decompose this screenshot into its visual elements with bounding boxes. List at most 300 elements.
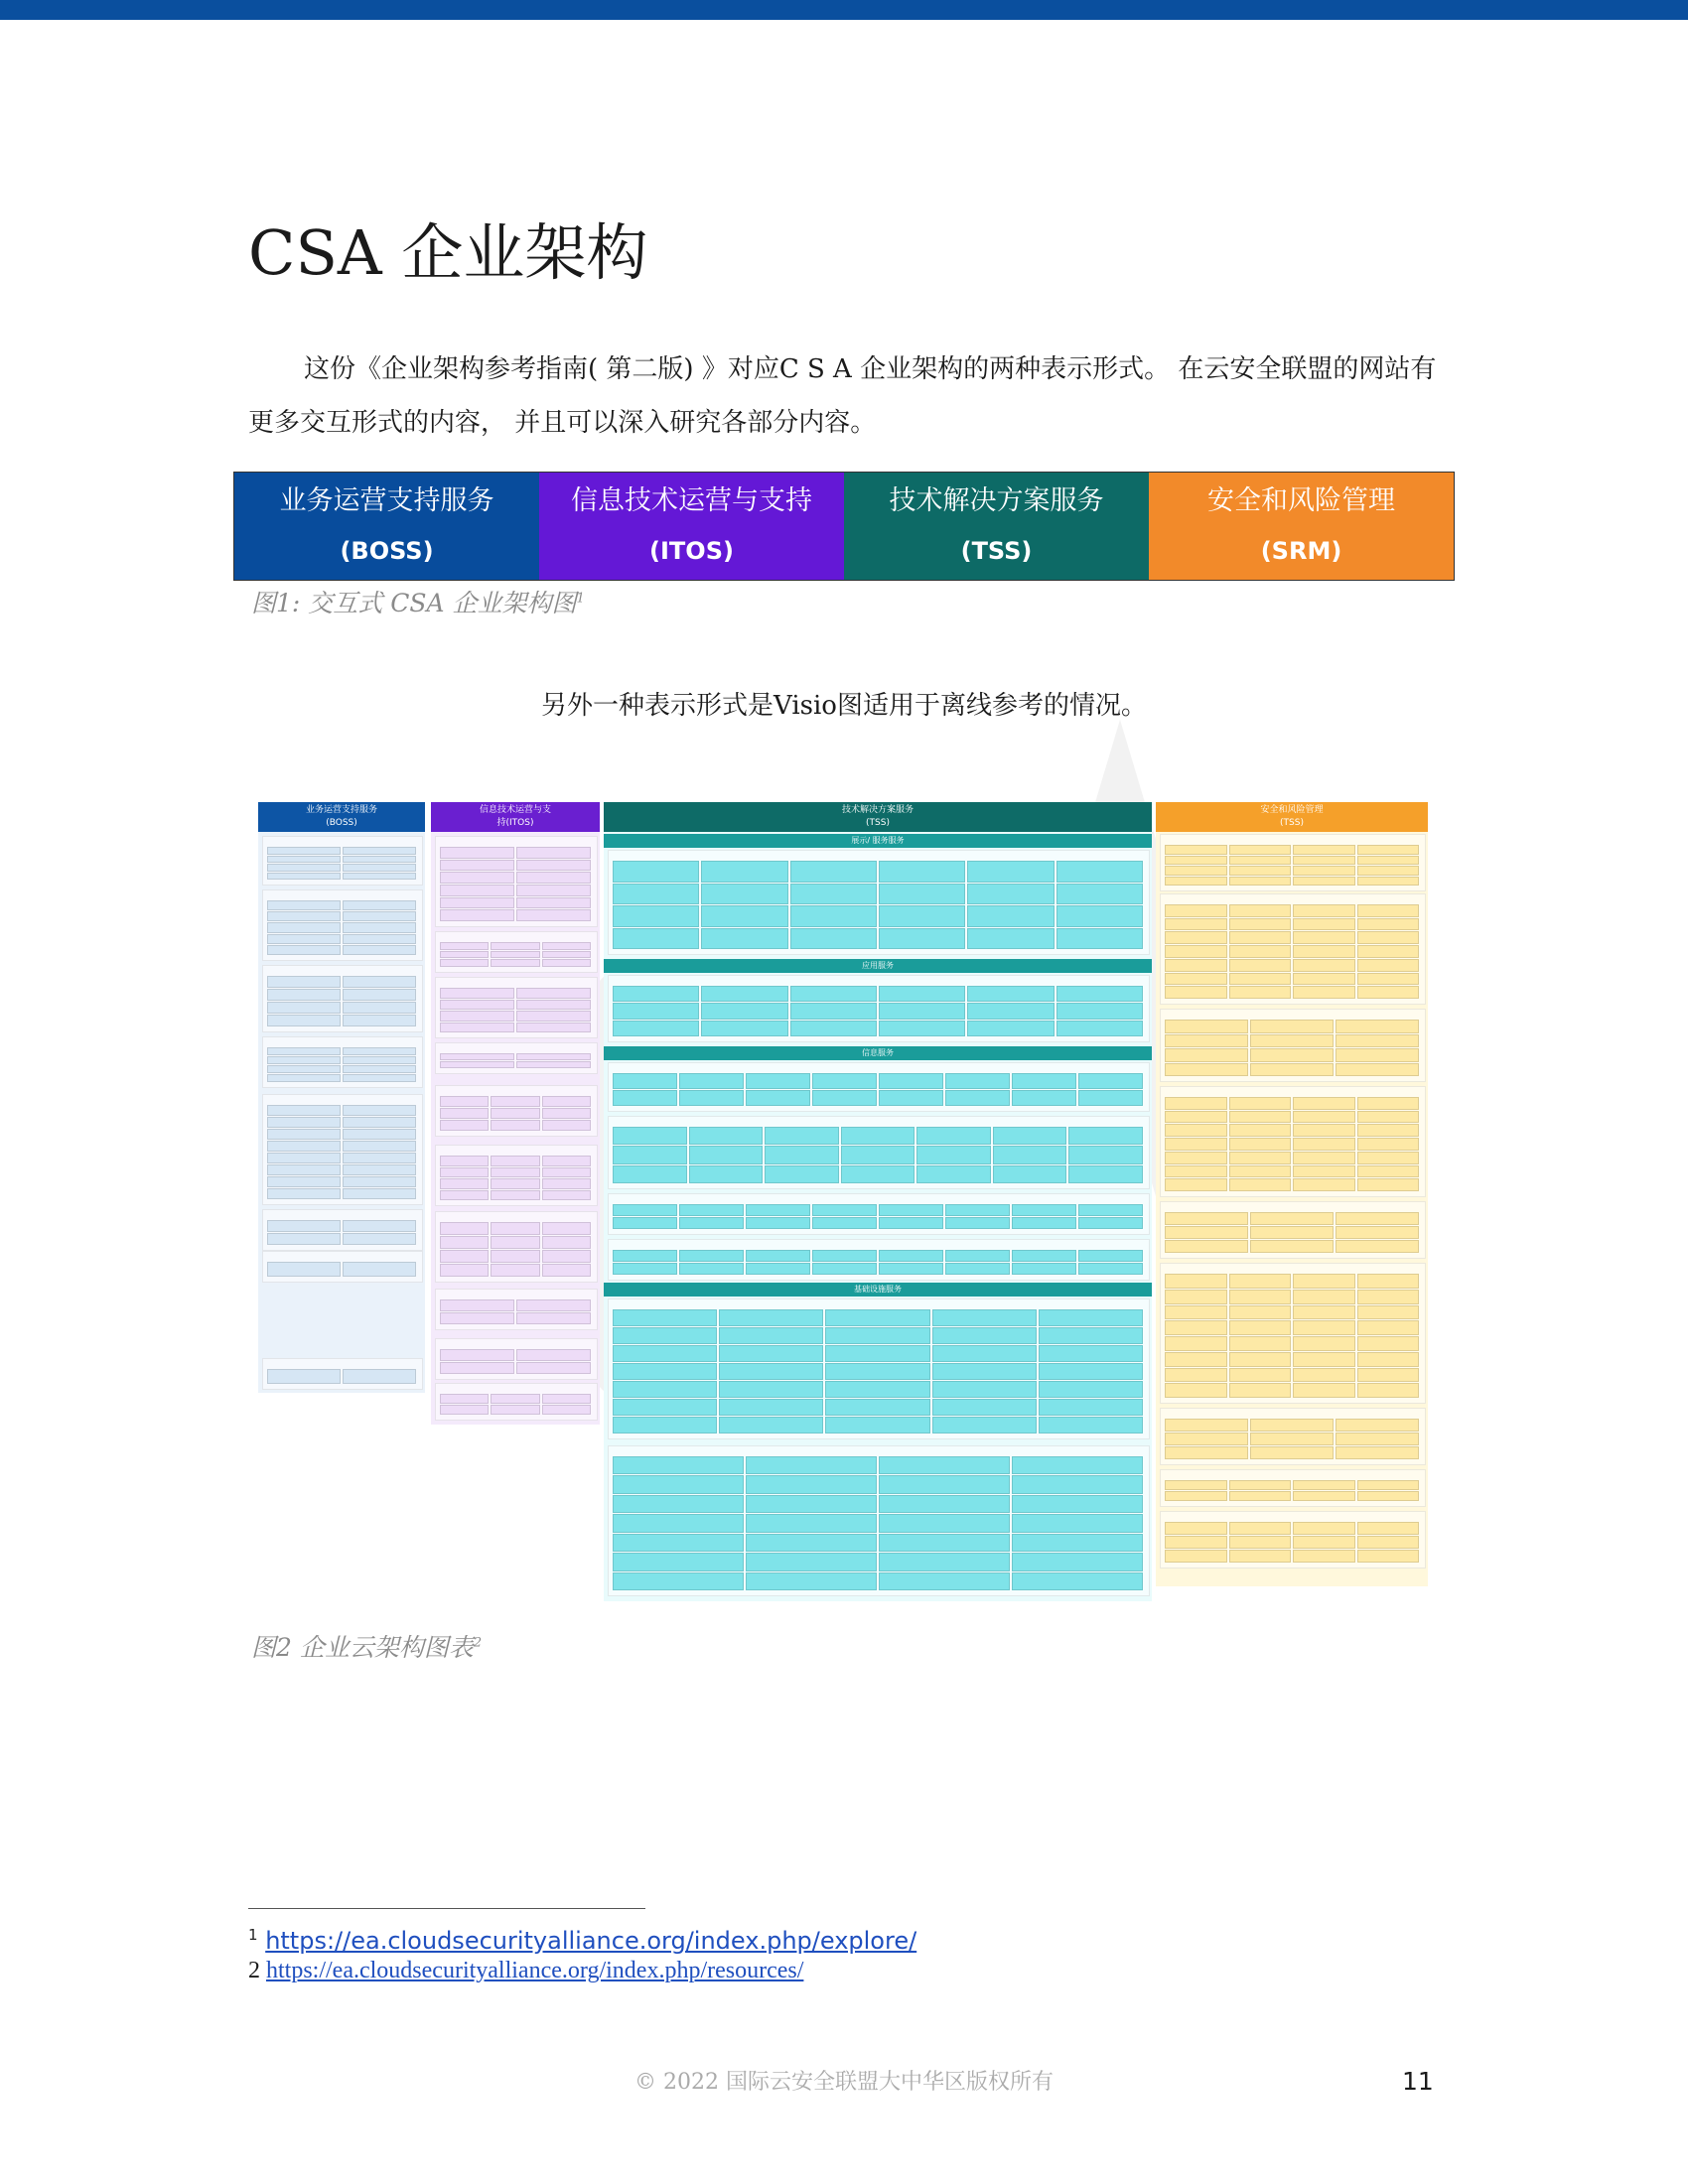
domain-name: 业务运营支持服务 — [279, 485, 494, 516]
diagram-cell — [746, 1514, 877, 1532]
diagram-cell — [267, 1233, 341, 1245]
diagram-cell — [932, 1345, 1037, 1362]
footnote-1 — [248, 1926, 916, 1955]
diagram-cell — [1357, 1138, 1420, 1151]
diagram-cell — [1250, 1048, 1334, 1062]
diagram-cell — [491, 1405, 539, 1415]
diagram-cell — [1357, 1111, 1420, 1124]
diagram-group — [262, 836, 423, 886]
diagram-cell — [267, 922, 341, 932]
tss-head-line1: 技术解决方案服务 — [841, 805, 914, 815]
diagram-cell — [267, 1105, 341, 1116]
diagram-cell — [267, 1056, 341, 1064]
boss-head-line1: 业务运营支持服务 — [305, 805, 377, 815]
diagram-cell — [440, 1394, 489, 1404]
diagram-cell — [825, 1309, 929, 1326]
diagram-group — [435, 1338, 598, 1380]
diagram-group — [1160, 893, 1426, 1005]
diagram-cell — [967, 928, 1054, 950]
diagram-cell — [267, 945, 341, 955]
diagram-cell — [967, 986, 1054, 1002]
diagram-group — [608, 1193, 1150, 1235]
diagram-cell — [1357, 1124, 1420, 1137]
diagram-cell — [1165, 1419, 1248, 1432]
diagram-cell — [613, 861, 699, 883]
diagram-cell — [613, 1250, 677, 1262]
diagram-cell — [679, 1204, 744, 1216]
figure-1-caption: 图1: 交互式 CSA 企业架构图$^1$ — [251, 589, 585, 617]
diagram-cell — [440, 897, 514, 909]
diagram-cell — [746, 1553, 877, 1570]
diagram-cell — [1012, 1263, 1076, 1275]
diagram-group — [608, 975, 1150, 1042]
diagram-cell — [267, 1262, 341, 1277]
diagram-cell — [491, 1190, 539, 1201]
diagram-cell — [542, 1405, 591, 1415]
diagram-cell — [613, 884, 699, 905]
diagram-cell — [440, 1053, 514, 1060]
diagram-cell — [679, 1073, 744, 1089]
itos-head-line2: 持(ITOS) — [496, 818, 534, 828]
diagram-cell — [1165, 1226, 1248, 1239]
diagram-cell — [440, 1190, 489, 1201]
diagram-cell — [679, 1263, 744, 1275]
diagram-cell — [440, 1156, 489, 1166]
diagram-cell — [343, 1164, 416, 1175]
diagram-cell — [1293, 945, 1355, 958]
diagram-cell — [267, 1047, 341, 1055]
diagram-cell — [440, 1108, 489, 1119]
diagram-cell — [1293, 1320, 1355, 1335]
diagram-cell — [1357, 856, 1420, 866]
diagram-cell — [967, 884, 1054, 905]
diagram-cell — [1229, 1368, 1292, 1383]
diagram-cell — [1357, 973, 1420, 986]
diagram-cell — [440, 860, 514, 872]
diagram-cell — [1068, 1127, 1143, 1145]
diagram-group — [262, 1094, 423, 1205]
diagram-cell — [440, 1096, 489, 1107]
diagram-cell — [516, 897, 591, 909]
diagram-cell — [1165, 1336, 1227, 1351]
diagram-cell — [879, 1572, 1010, 1590]
diagram-cell — [440, 1405, 489, 1415]
diagram-cell — [1165, 1446, 1248, 1459]
domain-name: 安全和风险管理 — [1207, 485, 1395, 516]
diagram-cell — [689, 1165, 764, 1183]
diagram-cell — [879, 1263, 943, 1275]
diagram-cell — [879, 1217, 943, 1229]
diagram-group — [435, 1289, 598, 1330]
diagram-cell — [1229, 845, 1292, 855]
diagram-cell — [993, 1127, 1067, 1145]
diagram-cell — [1165, 1433, 1248, 1445]
diagram-cell — [1293, 1368, 1355, 1383]
diagram-cell — [542, 1394, 591, 1404]
footnote-2-number: 2 — [248, 1958, 260, 1983]
diagram-cell — [1293, 1124, 1355, 1137]
diagram-cell — [879, 1090, 943, 1106]
domain-itos[interactable] — [539, 473, 844, 580]
diagram-cell — [879, 1475, 1010, 1493]
diagram-cell — [1336, 1419, 1419, 1432]
diagram-cell — [1293, 1178, 1355, 1191]
diagram-cell — [967, 1021, 1054, 1036]
diagram-boss-column — [258, 802, 425, 1393]
diagram-cell — [542, 1190, 591, 1201]
diagram-cell — [613, 1514, 744, 1532]
diagram-cell — [343, 1141, 416, 1152]
domain-srm[interactable] — [1149, 473, 1454, 580]
diagram-cell — [491, 959, 539, 967]
diagram-cell — [1165, 1522, 1227, 1535]
diagram-cell — [343, 1153, 416, 1163]
diagram-cell — [343, 922, 416, 932]
diagram-cell — [746, 1204, 810, 1216]
diagram-cell — [790, 884, 877, 905]
diagram-cell — [790, 905, 877, 927]
diagram-cell — [1056, 905, 1143, 927]
footnote-1-link[interactable]: https://ea.cloudsecurityalliance.org/index.php/explore/ — [265, 1927, 917, 1955]
diagram-cell — [516, 885, 591, 896]
diagram-cell — [343, 856, 416, 864]
enterprise-architecture-diagram — [256, 802, 1430, 1601]
diagram-cell — [1357, 866, 1420, 876]
diagram-cell — [343, 989, 416, 1001]
diagram-cell — [1336, 1063, 1419, 1077]
figure-2-caption: 图2 企业云架构图表$^2$ — [251, 1633, 483, 1662]
diagram-cell — [689, 1127, 764, 1145]
diagram-cell — [1293, 1383, 1355, 1398]
diagram-cell — [343, 900, 416, 910]
diagram-cell — [343, 847, 416, 855]
diagram-cell — [613, 1381, 717, 1398]
diagram-cell — [1056, 884, 1143, 905]
diagram-cell — [1012, 1456, 1143, 1474]
diagram-cell — [1357, 877, 1420, 887]
diagram-cell — [491, 1222, 539, 1235]
diagram-cell — [1229, 1274, 1292, 1289]
footnote-ref-2[interactable]: 2 — [473, 1635, 483, 1651]
diagram-cell — [491, 1178, 539, 1189]
diagram-cell — [765, 1127, 839, 1145]
diagram-cell — [1229, 1320, 1292, 1335]
diagram-cell — [1229, 1111, 1292, 1124]
diagram-cell — [542, 1264, 591, 1277]
diagram-cell — [440, 988, 514, 999]
diagram-cell — [1357, 1152, 1420, 1164]
diagram-cell — [1165, 1020, 1248, 1033]
diagram-cell — [1165, 959, 1227, 972]
diagram-cell — [1357, 904, 1420, 917]
footnote-ref-1[interactable]: 1 — [576, 591, 585, 607]
diagram-cell — [1293, 918, 1355, 931]
diagram-cell — [440, 1222, 489, 1235]
itos-column-header — [431, 802, 600, 832]
diagram-cell — [719, 1363, 823, 1380]
diagram-group — [435, 836, 598, 927]
diagram-cell — [516, 909, 591, 921]
diagram-cell — [1012, 1250, 1076, 1262]
diagram-cell — [879, 861, 965, 883]
diagram-cell — [1012, 1495, 1143, 1513]
diagram-cell — [945, 1250, 1010, 1262]
diagram-cell — [343, 1047, 416, 1055]
diagram-cell — [879, 1003, 965, 1019]
diagram-cell — [746, 1073, 810, 1089]
diagram-cell — [1250, 1212, 1334, 1225]
diagram-cell — [267, 1176, 341, 1187]
diagram-cell — [343, 1262, 416, 1277]
diagram-cell — [491, 942, 539, 950]
diagram-cell — [1165, 877, 1227, 887]
diagram-cell — [1250, 1226, 1334, 1239]
diagram-cell — [1293, 973, 1355, 986]
diagram-cell — [701, 928, 787, 950]
diagram-cell — [689, 1146, 764, 1163]
diagram-cell — [1012, 1553, 1143, 1570]
diagram-cell — [916, 1165, 991, 1183]
diagram-cell — [1293, 1491, 1355, 1501]
diagram-cell — [825, 1399, 929, 1416]
diagram-cell — [440, 1299, 514, 1311]
diagram-cell — [1039, 1309, 1143, 1326]
diagram-cell — [746, 1456, 877, 1474]
diagram-cell — [1357, 1165, 1420, 1178]
diagram-cell — [1250, 1446, 1334, 1459]
diagram-cell — [932, 1399, 1037, 1416]
diagram-group — [1160, 1263, 1426, 1404]
diagram-cell — [516, 1312, 591, 1324]
diagram-cell — [1250, 1419, 1334, 1432]
diagram-cell — [343, 864, 416, 872]
diagram-cell — [879, 986, 965, 1002]
diagram-cell — [1012, 1514, 1143, 1532]
diagram-cell — [1039, 1327, 1143, 1344]
diagram-cell — [613, 1475, 744, 1493]
diagram-cell — [879, 1553, 1010, 1570]
diagram-group — [608, 850, 1150, 955]
diagram-cell — [1165, 1165, 1227, 1178]
diagram-cell — [267, 900, 341, 910]
diagram-group — [262, 1358, 423, 1390]
diagram-cell — [343, 1117, 416, 1128]
boss-column-header — [258, 802, 425, 832]
diagram-cell — [1293, 1097, 1355, 1110]
diagram-cell — [1293, 1274, 1355, 1289]
diagram-cell — [1229, 904, 1292, 917]
diagram-cell — [1293, 845, 1355, 855]
diagram-cell — [879, 905, 965, 927]
diagram-cell — [491, 951, 539, 959]
diagram-cell — [1293, 866, 1355, 876]
diagram-cell — [679, 1090, 744, 1106]
diagram-cell — [1229, 973, 1292, 986]
diagram-group — [262, 1251, 423, 1283]
diagram-cell — [542, 951, 591, 959]
diagram-cell — [1293, 1536, 1355, 1549]
diagram-cell — [1357, 1368, 1420, 1383]
diagram-cell — [542, 1156, 591, 1166]
diagram-cell — [613, 1003, 699, 1019]
diagram-group — [1160, 1469, 1426, 1507]
diagram-cell — [343, 976, 416, 988]
diagram-cell — [1165, 918, 1227, 931]
srm-column-header — [1156, 802, 1428, 832]
diagram-cell — [1357, 1352, 1420, 1367]
diagram-cell — [1336, 1020, 1419, 1033]
top-accent-bar — [0, 0, 1688, 20]
diagram-cell — [1293, 1522, 1355, 1535]
diagram-cell — [1250, 1063, 1334, 1077]
diagram-tss-column — [604, 802, 1152, 1601]
diagram-cell — [790, 1003, 877, 1019]
diagram-cell — [343, 873, 416, 881]
domain-boss[interactable] — [234, 473, 539, 580]
diagram-cell — [1229, 866, 1292, 876]
diagram-cell — [701, 1003, 787, 1019]
diagram-cell — [790, 861, 877, 883]
diagram-cell — [1357, 1274, 1420, 1289]
diagram-cell — [343, 911, 416, 921]
diagram-cell — [746, 1263, 810, 1275]
footnote-2-link[interactable]: https://ea.cloudsecurityalliance.org/index.php/resources/ — [266, 1958, 804, 1983]
diagram-cell — [679, 1250, 744, 1262]
diagram-cell — [812, 1073, 877, 1089]
diagram-cell — [1229, 1383, 1292, 1398]
domain-tss[interactable] — [844, 473, 1149, 580]
diagram-cell — [719, 1381, 823, 1398]
diagram-cell — [1056, 861, 1143, 883]
diagram-cell — [267, 1153, 341, 1163]
page-title: CSA 企业架构 — [248, 216, 648, 289]
diagram-cell — [1293, 986, 1355, 999]
diagram-cell — [790, 928, 877, 950]
diagram-cell — [1229, 1124, 1292, 1137]
diagram-cell — [491, 1236, 539, 1249]
diagram-cell — [932, 1381, 1037, 1398]
diagram-cell — [825, 1381, 929, 1398]
diagram-cell — [516, 860, 591, 872]
diagram-cell — [267, 847, 341, 855]
diagram-cell — [1229, 1165, 1292, 1178]
diagram-cell — [440, 1120, 489, 1131]
diagram-cell — [1039, 1381, 1143, 1398]
diagram-group — [1160, 1086, 1426, 1197]
diagram-cell — [1357, 1320, 1420, 1335]
diagram-cell — [1357, 959, 1420, 972]
domain-name: 技术解决方案服务 — [889, 485, 1104, 516]
tss-column-header — [604, 802, 1152, 832]
diagram-cell — [1229, 918, 1292, 931]
diagram-cell — [440, 1264, 489, 1277]
diagram-cell — [542, 1108, 591, 1119]
diagram-cell — [1165, 1152, 1227, 1164]
diagram-cell — [1229, 877, 1292, 887]
diagram-cell — [613, 1345, 717, 1362]
diagram-group — [608, 1116, 1150, 1189]
diagram-cell — [1357, 1383, 1420, 1398]
diagram-cell — [267, 1015, 341, 1026]
diagram-cell — [1357, 986, 1420, 999]
diagram-cell — [1012, 1090, 1076, 1106]
diagram-cell — [1336, 1034, 1419, 1048]
diagram-cell — [1357, 1336, 1420, 1351]
diagram-group — [435, 1211, 598, 1283]
diagram-group — [1160, 1201, 1426, 1259]
diagram-cell — [1039, 1399, 1143, 1416]
diagram-cell — [1165, 1274, 1227, 1289]
diagram-cell — [719, 1399, 823, 1416]
diagram-cell — [491, 1250, 539, 1263]
diagram-cell — [440, 1349, 514, 1361]
diagram-group — [262, 889, 423, 961]
diagram-cell — [1078, 1073, 1143, 1089]
diagram-cell — [1357, 1097, 1420, 1110]
diagram-cell — [542, 1222, 591, 1235]
diagram-cell — [790, 986, 877, 1002]
diagram-cell — [765, 1146, 839, 1163]
diagram-cell — [1293, 1111, 1355, 1124]
diagram-cell — [1229, 1352, 1292, 1367]
diagram-cell — [1165, 845, 1227, 855]
diagram-cell — [1165, 1178, 1227, 1191]
diagram-cell — [613, 1495, 744, 1513]
diagram-cell — [1165, 1111, 1227, 1124]
diagram-group — [435, 1383, 598, 1421]
tss-section-presentation: 展示/ 服务服务 — [604, 834, 1152, 848]
diagram-cell — [516, 1053, 591, 1060]
diagram-cell — [267, 1141, 341, 1152]
domain-name: 信息技术运营与支持 — [571, 485, 812, 516]
domain-abbr: (ITOS) — [649, 537, 734, 565]
diagram-cell — [812, 1263, 877, 1275]
diagram-cell — [542, 1120, 591, 1131]
diagram-cell — [719, 1309, 823, 1326]
diagram-cell — [542, 1178, 591, 1189]
diagram-cell — [967, 905, 1054, 927]
diagram-cell — [812, 1250, 877, 1262]
diagram-cell — [267, 1117, 341, 1128]
diagram-cell — [613, 1165, 687, 1183]
diagram-cell — [440, 1023, 514, 1033]
diagram-cell — [879, 1456, 1010, 1474]
diagram-cell — [440, 885, 514, 896]
diagram-cell — [516, 1349, 591, 1361]
diagram-cell — [932, 1363, 1037, 1380]
diagram-srm-column — [1156, 802, 1428, 1586]
diagram-cell — [719, 1327, 823, 1344]
diagram-cell — [440, 1061, 514, 1068]
diagram-cell — [516, 1299, 591, 1311]
diagram-cell — [825, 1363, 929, 1380]
diagram-cell — [916, 1127, 991, 1145]
diagram-cell — [343, 1188, 416, 1199]
diagram-cell — [343, 1065, 416, 1073]
diagram-cell — [1165, 945, 1227, 958]
diagram-cell — [1293, 1352, 1355, 1367]
diagram-cell — [879, 1073, 943, 1089]
diagram-cell — [1068, 1165, 1143, 1183]
diagram-cell — [440, 942, 489, 950]
diagram-cell — [1229, 1097, 1292, 1110]
diagram-cell — [1293, 959, 1355, 972]
page-number: 11 — [1402, 2067, 1434, 2096]
diagram-cell — [440, 959, 489, 967]
diagram-cell — [1229, 1480, 1292, 1490]
diagram-cell — [701, 861, 787, 883]
diagram-cell — [1357, 931, 1420, 944]
